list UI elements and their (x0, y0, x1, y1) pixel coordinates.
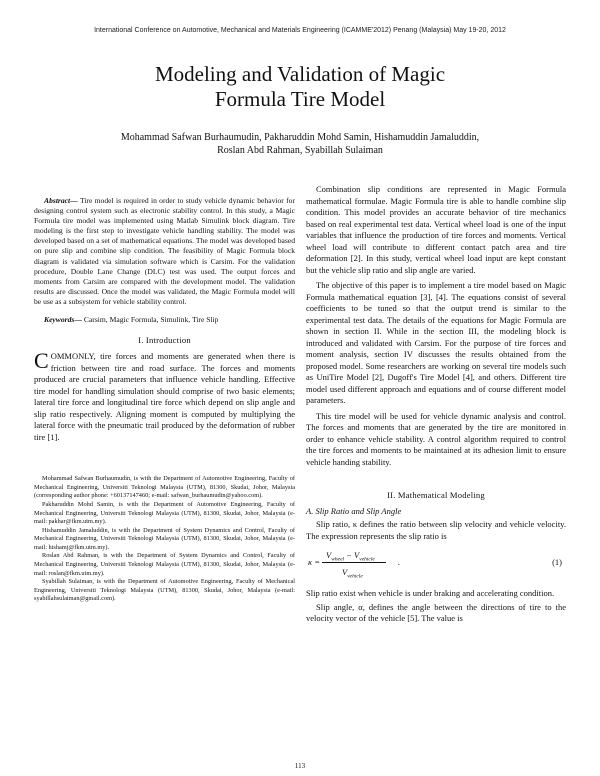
abstract: Abstract— Tire model is required in order to study vehicle dynamic behavior for designing control system such as electronic stability control. In this study, a Magic Formula tire model was implemented using Matlab Simulink block diagram. Tire modeling is the first step to investigate vehicle handling stability. The model was developed based on a set of mathematical equations. The model was developed based on pure slip and combine slip condition. The feasibility of Magic Formula block diagram is validated via simulation software which is Carsim. For the validation procedure, Double Lane Change (DLC) test was used. The output forces and moments from Carsim are compared with the development model. The validation results are discussed. Once the model was validated, the Magic Formula model will be use as a subsystem for vehicle stability control. (34, 196, 295, 306)
footnote: Mohammad Safwan Burhaumudin, is with the Department of Automotive Engineering, Faculty of Mechanical Engineering, Universiti Teknologi Malaysia (UTM), 81300, Skudai, Johor, Malaysia (corresponding author phone: +60137147460; e-mail: safwan_burhaumudin@yahoo.com). (34, 475, 295, 500)
authors-line-1: Mohammad Safwan Burhaumudin, Pakharuddin Mohd Samin, Hishamuddin Jamaluddin, (120, 132, 480, 143)
equation-numerator: $V_{wheel} - V_{vehicle}$ (326, 550, 375, 563)
footnote: Syabillah Sulaiman, is with the Department of Automotive Engineering, Faculty of Mechanical Engineering, Universiti Teknologi Malaysia (UTM), 81300, Skudai, Johor, Malaysia (e-mail: syabillahsulaiman@gmail.com). (34, 578, 295, 603)
conference-header: International Conference on Automotive, Mechanical and Materials Engineering (ICAMME'2012) Penang (Malaysia) May 19-20, 2012 (94, 27, 506, 34)
title-line-2: Formula Tire Model (214, 87, 386, 111)
author-footnotes (34, 475, 295, 604)
equation-period: . (398, 557, 401, 567)
right-column (306, 184, 566, 625)
keywords: Keywords— Carsim, Magic Formula, Simulink, Tire Slip (44, 315, 219, 325)
equation-slip-ratio (306, 546, 566, 582)
footnote: Pakharuddin Mohd Samin, is with the Department of Automotive Engineering, Faculty of Mechanical Engineering, Universiti Teknologi Malaysia (UTM), 81300, Skudai, Johor, Malaysia (e-mail: pakhar@fkm.utm.my). (34, 500, 295, 526)
fraction-bar (322, 562, 386, 563)
keywords-text: Carsim, Magic Formula, Simulink, Tire Slip (83, 315, 219, 325)
drop-cap: C (34, 348, 49, 374)
abstract-label: Abstract (44, 196, 71, 205)
page-number: 113 (294, 762, 306, 770)
intro-paragraph (34, 348, 295, 443)
author-list (60, 131, 540, 157)
left-column (34, 196, 295, 604)
subsection-heading: A. Slip Ratio and Slip Angle (306, 506, 402, 516)
equation-number: (1) (552, 557, 562, 567)
footnote: Roslan Abd Rahman, is with the Department of System Dynamics and Control, Faculty of Mechanical Engineering, Universiti Teknologi Malaysia (UTM), 81300, Skudai, Johor, Malaysia (e-mail: roslan@fkm.utm.my). (34, 552, 295, 577)
section-heading-introduction: I. Introduction (138, 335, 191, 346)
body-paragraph: Slip ratio, κ defines the ratio between slip velocity and vehicle velocity. The expression represents the slip ratio is (306, 519, 566, 541)
body-paragraph: The objective of this paper is to implement a tire model based on Magic Formula mathematical equation [3], [4]. The equations consist of several coefficients to be tuned so that the output trend is similar to the experimental test data. The details of the equations for Magic Formula are shown in section II. While in the section III, the modeling block is introduced and validated with Carsim. For the purpose of tire forces and moment analysis, section IV discusses the results obtained from the proposed model. Some researchers are working on several tire models such as UniTire Model [2], Dugoff's Tire Model [4], and others. Different tire model used different approach and equations and of course different model parameters. (306, 280, 566, 405)
keywords-label: Keywords (44, 315, 75, 325)
abstract-text: Tire model is required in order to study vehicle dynamic behavior for designing control system such as electronic stability control. In this study, a Magic Formula tire model was implemented using Matlab Simulink block diagram. Tire modeling is the first step to investigate vehicle handling stability. The model was developed based on a set of mathematical equations. The model was developed based on pure slip and combine slip condition. The feasibility of Magic Formula block diagram is validated via simulation software which is Carsim. For the validation procedure, Double Lane Change (DLC) test was used. The output forces and moments from Carsim are compared with the development model. The validation results are discussed. Once the model was validated, the Magic Formula model will be use as a subsystem for vehicle stability control. (34, 196, 295, 306)
equation-lhs: κ = (308, 557, 320, 567)
equation-denominator: $V_{vehicle}$ (342, 567, 363, 580)
authors-line-2: Roslan Abd Rahman, Syabillah Sulaiman (217, 145, 383, 156)
footnote: Hishamuddin Jamaluddin, is with the Department of System Dynamics and Control, Faculty of Mechanical Engineering, Universiti Teknologi Malaysia (UTM), 81300, Skudai, Johor, Malaysia (e-mail: hishamj@fkm.utm.my). (34, 526, 295, 551)
title-line-1: Modeling and Validation of Magic (154, 62, 446, 86)
body-paragraph: Slip angle, α, defines the angle between the directions of tire to the velocity vector of the vehicle [5]. The value is (306, 601, 566, 623)
body-paragraph: This tire model will be used for vehicle dynamic analysis and control. The forces and moments that are generated by the tire are monitored in order to enhance vehicle stability. A control algorithm required to control the tire forces and moments to be maintained at its adhesion limit to ensure vehicle handing stability. (306, 410, 566, 467)
body-paragraph: Slip ratio exist when vehicle is under braking and accelerating condition. (306, 588, 555, 598)
paper-title (60, 62, 540, 112)
section-heading-mathematical-modeling: II. Mathematical Modeling (387, 490, 485, 500)
intro-text: OMMONLY, tire forces and moments are generated when there is friction between tire and road surface. The forces and moments produced are crucial parameters that influence vehicle handling. Effective tire model for handling simulation should comprise of two basic elements; lateral tire force and longitudinal tire force which depend on slip angle and slip ratio respectively. Aligning moment is computed by multiplying the lateral force with the pneumatic trail produced by the deformation of rubber tire [1]. (34, 351, 295, 442)
body-paragraph: Combination slip conditions are represented in Magic Formula mathematical formulae. Magic Formula tire is able to handle combine slip condition. This model provides an accurate behavior of tire mechanics based on real experimental test data. Vertical wheel load is one of the input variables that influence the production of tire forces and moments. Vertical wheel load will contribute to different contact patch area and tire deformation [2]. In this study, vertical wheel load input are kept constant but the vehicle slip ratio and slip angle are varied. (306, 184, 566, 275)
